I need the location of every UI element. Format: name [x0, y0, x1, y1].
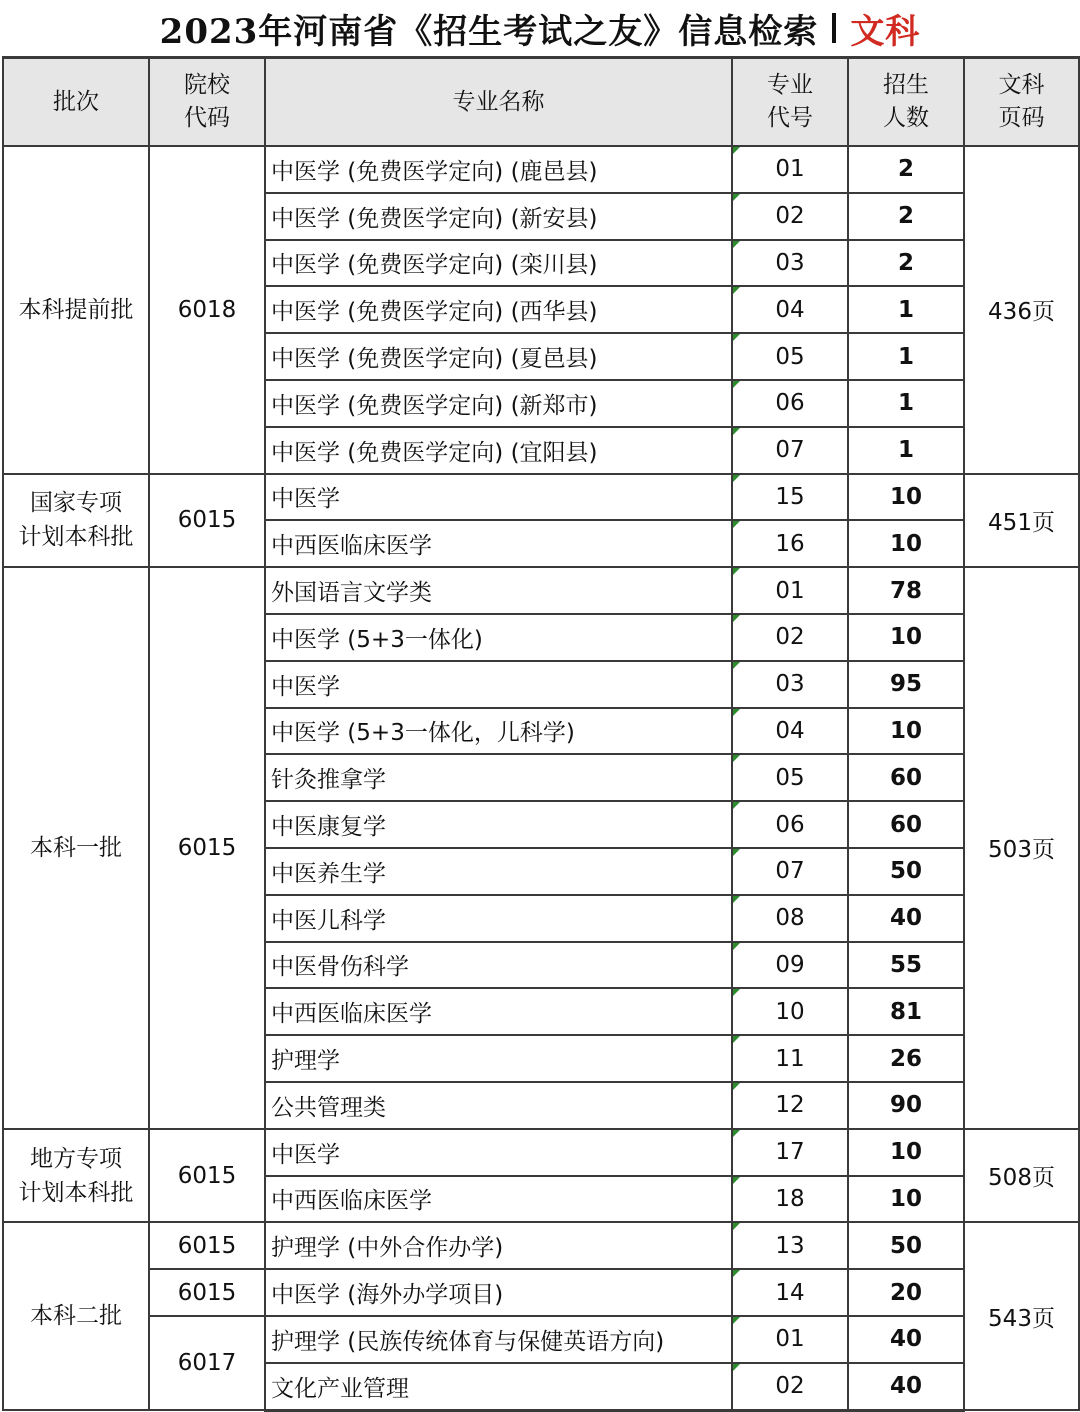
major-name-cell: 中医学 (免费医学定向) (夏邑县)	[265, 333, 732, 380]
major-name-cell: 中医学 (免费医学定向) (栾川县)	[265, 240, 732, 287]
enrollment-count-cell: 60	[848, 801, 964, 848]
major-name-cell: 中医康复学	[265, 801, 732, 848]
major-code-cell: 01	[732, 146, 848, 193]
major-name-cell: 公共管理类	[265, 1082, 732, 1129]
major-name-cell: 中医学	[265, 474, 732, 521]
header-label: 专业名称	[452, 88, 545, 115]
major-code-cell: 09	[732, 942, 848, 989]
page-title	[0, 0, 1080, 56]
school-code-cell: 6015	[149, 474, 265, 568]
major-name-cell: 护理学 (民族传统体育与保健英语方向)	[265, 1316, 732, 1363]
batch-label: 本科提前批	[18, 296, 134, 323]
enrollment-count-cell: 40	[848, 895, 964, 942]
batch-label: 计划本科批	[18, 524, 134, 551]
enrollment-count-cell: 10	[848, 1129, 964, 1176]
major-code-cell: 18	[732, 1176, 848, 1223]
title-main: 2023年河南省《招生考试之友》信息检索	[159, 11, 819, 52]
major-code-cell: 13	[732, 1222, 848, 1269]
batch-label: 国家专项	[30, 490, 122, 517]
header-label: 代码	[184, 105, 230, 131]
major-name-cell: 中西医临床医学	[265, 1176, 732, 1223]
enrollment-table	[2, 56, 1080, 1412]
major-name-cell: 中医儿科学	[265, 895, 732, 942]
major-code-cell: 05	[732, 754, 848, 801]
school-code-cell: 6017	[149, 1316, 265, 1410]
major-code-cell: 01	[732, 1316, 848, 1363]
enrollment-count-cell: 2	[848, 146, 964, 193]
table-row	[3, 1269, 1079, 1316]
page-cell: 543页	[964, 1222, 1079, 1410]
table-row	[3, 146, 1079, 193]
enrollment-count-cell: 55	[848, 942, 964, 989]
major-name-cell: 中医学	[265, 661, 732, 708]
major-code-cell: 01	[732, 567, 848, 614]
major-code-cell: 03	[732, 240, 848, 287]
batch-cell	[3, 1129, 149, 1223]
major-code-cell: 06	[732, 380, 848, 427]
header-label: 页码	[998, 105, 1045, 131]
batch-label: 地方专项	[30, 1145, 122, 1172]
table-row	[3, 474, 1079, 521]
batch-label: 本科一批	[30, 834, 122, 861]
major-code-cell: 04	[732, 286, 848, 333]
major-code-cell: 02	[732, 1363, 848, 1410]
header-major-name	[265, 58, 732, 147]
major-name-cell: 护理学 (中外合作办学)	[265, 1222, 732, 1269]
enrollment-count-cell: 20	[848, 1269, 964, 1316]
batch-label: 计划本科批	[18, 1179, 134, 1206]
enrollment-count-cell: 40	[848, 1316, 964, 1363]
major-name-cell: 中医学 (5+3一体化，儿科学)	[265, 708, 732, 755]
major-code-cell: 07	[732, 848, 848, 895]
enrollment-count-cell: 50	[848, 848, 964, 895]
header-row	[3, 58, 1079, 147]
header-page	[964, 58, 1079, 147]
major-name-cell: 外国语言文学类	[265, 567, 732, 614]
page-cell: 503页	[964, 567, 1079, 1129]
major-name-cell: 中医学 (5+3一体化)	[265, 614, 732, 661]
table-row	[3, 1222, 1079, 1269]
header-enrollment	[848, 58, 964, 147]
table-row	[3, 1129, 1079, 1176]
enrollment-count-cell: 95	[848, 661, 964, 708]
header-label: 代号	[767, 105, 813, 131]
major-name-cell: 中医学 (免费医学定向) (西华县)	[265, 286, 732, 333]
batch-cell	[3, 1222, 149, 1410]
enrollment-count-cell: 10	[848, 474, 964, 521]
title-accent: 文科	[850, 11, 921, 52]
page-cell: 436页	[964, 146, 1079, 474]
major-code-cell: 12	[732, 1082, 848, 1129]
enrollment-count-cell: 1	[848, 427, 964, 474]
enrollment-count-cell: 10	[848, 708, 964, 755]
header-label: 院校	[184, 72, 230, 98]
major-name-cell: 中西医临床医学	[265, 520, 732, 567]
major-code-cell: 02	[732, 614, 848, 661]
table-header	[3, 58, 1079, 147]
enrollment-count-cell: 90	[848, 1082, 964, 1129]
enrollment-count-cell: 26	[848, 1035, 964, 1082]
enrollment-count-cell: 2	[848, 240, 964, 287]
major-code-cell: 06	[732, 801, 848, 848]
major-name-cell: 针灸推拿学	[265, 754, 732, 801]
enrollment-count-cell: 1	[848, 333, 964, 380]
header-batch	[3, 58, 149, 147]
enrollment-count-cell: 2	[848, 193, 964, 240]
major-name-cell: 中医学	[265, 1129, 732, 1176]
major-code-cell: 04	[732, 708, 848, 755]
enrollment-count-cell: 40	[848, 1363, 964, 1410]
table-body	[3, 146, 1079, 1410]
school-code-cell: 6015	[149, 1269, 265, 1316]
school-code-cell: 6015	[149, 1222, 265, 1269]
enrollment-count-cell: 78	[848, 567, 964, 614]
enrollment-count-cell: 10	[848, 614, 964, 661]
school-code-cell: 6015	[149, 567, 265, 1129]
header-label: 招生	[883, 72, 929, 98]
table-row	[3, 1316, 1079, 1363]
title-separator	[832, 13, 836, 43]
major-code-cell: 08	[732, 895, 848, 942]
major-code-cell: 17	[732, 1129, 848, 1176]
header-label: 批次	[53, 88, 99, 115]
header-school-code	[149, 58, 265, 147]
major-code-cell: 03	[732, 661, 848, 708]
major-name-cell: 中医学 (免费医学定向) (新安县)	[265, 193, 732, 240]
header-major-code	[732, 58, 848, 147]
table-row	[3, 567, 1079, 614]
major-code-cell: 14	[732, 1269, 848, 1316]
school-code-cell: 6015	[149, 1129, 265, 1223]
major-code-cell: 02	[732, 193, 848, 240]
major-code-cell: 11	[732, 1035, 848, 1082]
major-code-cell: 07	[732, 427, 848, 474]
major-name-cell: 中医学 (海外办学项目)	[265, 1269, 732, 1316]
page-cell: 451页	[964, 474, 1079, 568]
major-code-cell: 10	[732, 988, 848, 1035]
major-code-cell: 05	[732, 333, 848, 380]
enrollment-count-cell: 10	[848, 1176, 964, 1223]
batch-cell	[3, 567, 149, 1129]
major-name-cell: 文化产业管理	[265, 1363, 732, 1410]
batch-cell	[3, 146, 149, 474]
major-code-cell: 16	[732, 520, 848, 567]
header-label: 专业	[767, 72, 813, 98]
batch-label: 本科二批	[30, 1303, 122, 1330]
major-name-cell: 护理学	[265, 1035, 732, 1082]
enrollment-count-cell: 1	[848, 380, 964, 427]
enrollment-count-cell: 81	[848, 988, 964, 1035]
major-name-cell: 中医养生学	[265, 848, 732, 895]
major-code-cell: 15	[732, 474, 848, 521]
major-name-cell: 中医学 (免费医学定向) (鹿邑县)	[265, 146, 732, 193]
enrollment-count-cell: 50	[848, 1222, 964, 1269]
header-label: 文科	[998, 72, 1045, 98]
header-label: 人数	[883, 105, 929, 131]
enrollment-count-cell: 10	[848, 520, 964, 567]
school-code-cell: 6018	[149, 146, 265, 474]
batch-cell	[3, 474, 149, 568]
major-name-cell: 中医学 (免费医学定向) (宜阳县)	[265, 427, 732, 474]
major-name-cell: 中西医临床医学	[265, 988, 732, 1035]
enrollment-count-cell: 1	[848, 286, 964, 333]
major-name-cell: 中医骨伤科学	[265, 942, 732, 989]
page-cell: 508页	[964, 1129, 1079, 1223]
enrollment-count-cell: 60	[848, 754, 964, 801]
major-name-cell: 中医学 (免费医学定向) (新郑市)	[265, 380, 732, 427]
